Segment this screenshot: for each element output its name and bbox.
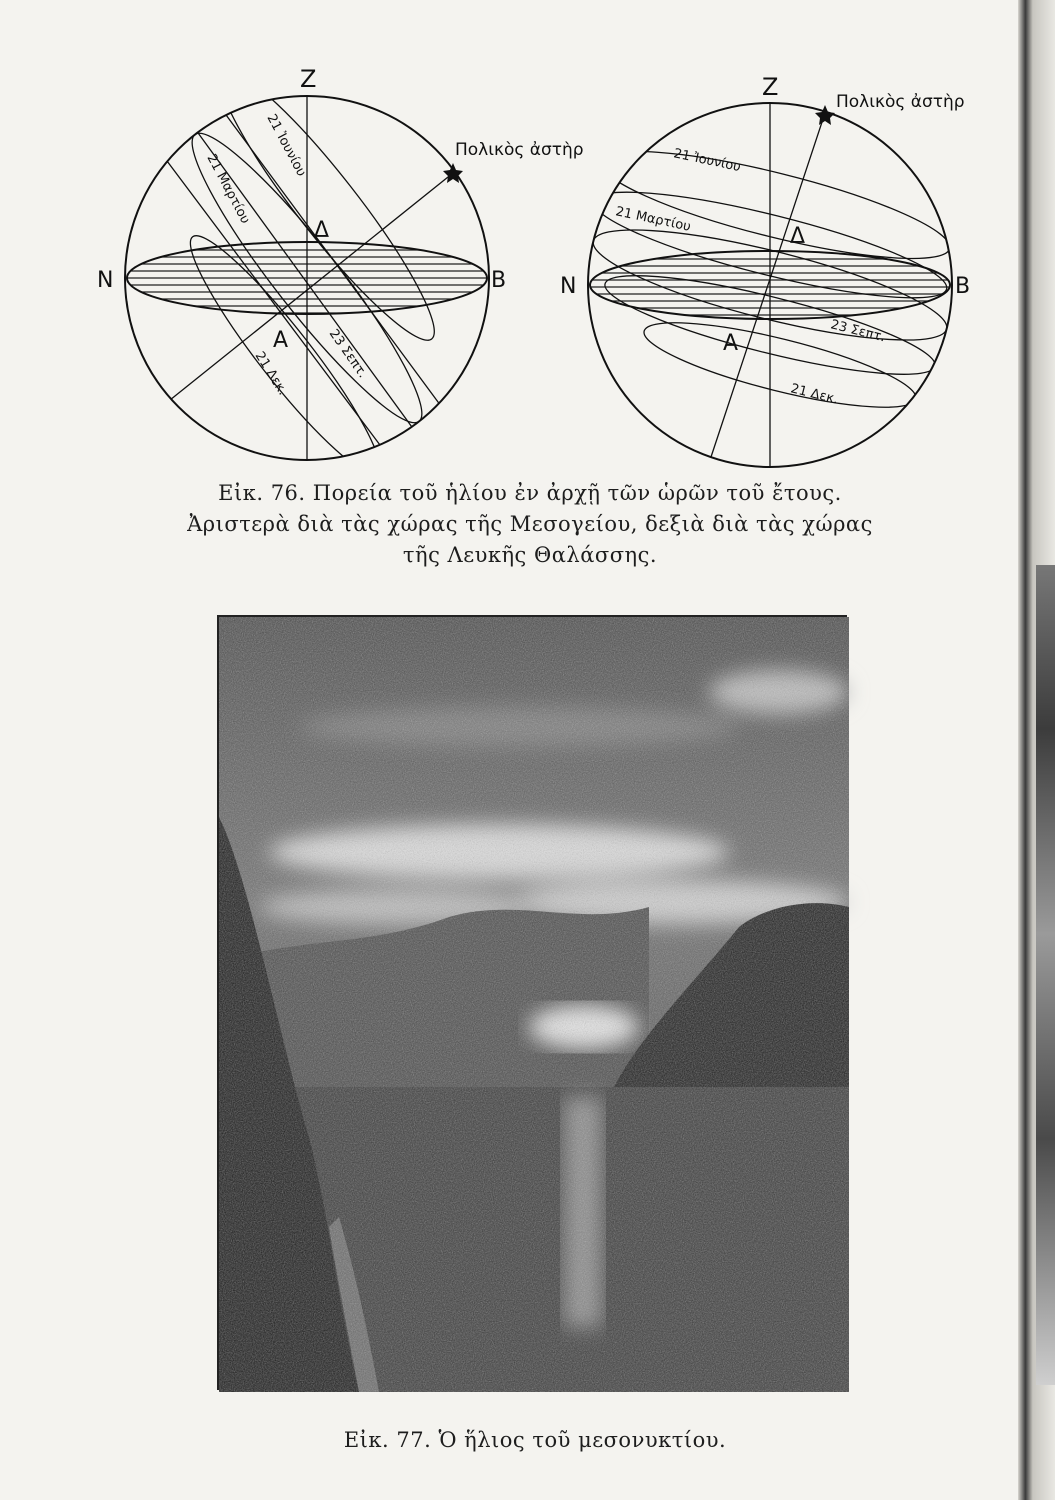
label-march: 21 Μαρτίου: [614, 204, 693, 235]
caption-line-2: Ἀριστερὰ διὰ τὰς χώρας τῆς Μεσογείου, δεξιὰ διὰ τὰς χώρας: [187, 512, 873, 536]
label-december: 21 Δεκ.: [251, 349, 290, 399]
midnight-sun-photograph: [217, 615, 847, 1390]
label-december: 21 Δεκ.: [789, 381, 840, 408]
label-polaris: Πολικὸς ἀστὴρ: [836, 92, 965, 112]
label-june: 21 Ἰουνίου: [263, 111, 309, 180]
label-south: B: [491, 268, 507, 293]
label-zenith: Z: [762, 73, 779, 101]
figure-76-right-diagram: [560, 65, 990, 475]
facing-page-edge: [1036, 565, 1055, 1385]
polar-axis: [170, 173, 453, 400]
label-june: 21 Ἰουνίου: [672, 146, 743, 176]
caption-line-3: τῆς Λευκῆς Θαλάσσης.: [402, 543, 658, 567]
label-zenith: Z: [300, 65, 317, 93]
label-march: 21 Μαρτίου: [203, 151, 253, 227]
label-north: N: [560, 274, 577, 299]
label-polaris: Πολικὸς ἀστὴρ: [455, 140, 584, 160]
figure-76-left-diagram: [95, 55, 584, 465]
label-west: Δ: [314, 218, 330, 243]
label-south: B: [955, 274, 971, 299]
path-december: [638, 306, 922, 424]
figure-77-caption: Εἰκ. 77. Ὁ ἥλιος τοῦ μεσονυκτίου.: [343, 1428, 727, 1452]
label-september: 23 Σεπτ.: [325, 326, 370, 381]
figure-76-caption: [150, 478, 910, 571]
path-december: [172, 221, 398, 489]
polaris-star-icon: [815, 105, 835, 125]
label-east: A: [723, 331, 739, 356]
label-north: N: [97, 268, 114, 293]
label-east: A: [273, 328, 289, 353]
label-west: Δ: [790, 224, 806, 249]
label-september: 23 Σεπτ.: [829, 317, 887, 346]
caption-line-1: Εἰκ. 76. Πορεία τοῦ ἡλίου ἐν ἀρχῇ τῶν ὡρῶν τοῦ ἔτους.: [218, 481, 842, 505]
